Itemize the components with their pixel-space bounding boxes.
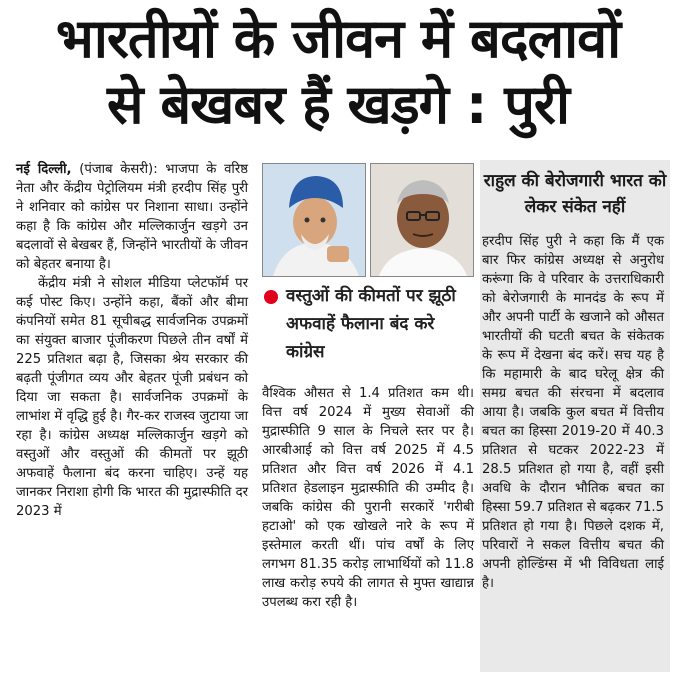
column-2-paragraph: वैश्विक औसत से 1.4 प्रतिशत कम थी। वित्त वर्ष 2024 में मुख्य सेवाओं की मुद्रास्फीति 9 साल के निचले स्तर पर है। आरबीआई को वित्त वर्ष 2025 में 4.5 प्रतिशत और वित्त वर्ष 2026 में 4.1 प्रतिशत हेडलाइन मुद्रास्फीति की उम्मीद है। जबकि कांग्रेस की पुरानी सरकारें 'गरीबी हटाओ' को एक खोखले नारे के रूप में इस्तेमाल करती थीं। पांच वर्षों के लिए लगभग 81.35 करोड़ लाभार्थियों को 11.8 लाख करोड़ रुपये की लागत से मुफ्त खाद्यान्न उपलब्ध करा रही है।	[262, 386, 474, 610]
portrait-kharge-icon	[371, 164, 474, 276]
sidebar-body	[482, 232, 664, 593]
photo-hardeep-puri	[262, 163, 366, 277]
article-column-2	[262, 384, 474, 612]
article-paragraph-1	[16, 160, 248, 274]
portrait-puri-icon	[263, 164, 366, 276]
headline-line-1: भारतीयों के जीवन में बदलावों	[55, 7, 621, 70]
red-bullet-icon	[264, 290, 278, 304]
pull-quote-text: वस्तुओं की कीमतों पर झूठी अफवाहें फैलाना बंद करे कांग्रेस	[286, 286, 456, 362]
news-source: (पंजाब केसरी):	[79, 162, 158, 177]
photo-mallikarjun-kharge	[370, 163, 474, 277]
article-column-1	[16, 160, 248, 521]
pull-quote	[262, 280, 474, 376]
photo-strip	[262, 163, 474, 275]
article-paragraph-2: केंद्रीय मंत्री ने सोशल मीडिया प्लेटफॉर्म पर कई पोस्ट किए। उन्होंने कहा, बैंकों और बीमा कंपनियों समेत 81 सूचीबद्ध सार्वजनिक उपक्रमों का संयुक्त बाजार पूंजीकरण पिछले तीन वर्षों में 225 प्रतिशत बढ़ा है, जिसका श्रेय सरकार की बढ़ती पूंजीगत व्यय और बेहतर पूंजी प्रबंधन को दिया जा सकता है। सार्वजनिक उपक्रमों के लाभांश में वृद्धि हुई है। गैर-कर राजस्व जुटाया जा रहा है। कांग्रेस अध्यक्ष मल्लिकार्जुन खड़गे को वस्तुओं और वस्तुओं की कीमतों पर झूठी अफवाहें फैलाना बंद करना चाहिए। उन्हें यह जानकर निराशा होगी कि भारत की मुद्रास्फीति दर 2023 में	[16, 276, 248, 519]
sidebar-title: राहुल की बेरोजगारी भारत को लेकर संकेत नहीं	[483, 171, 667, 217]
headline-line-2: से बेखबर हैं खड़गे : पुरी	[107, 73, 569, 136]
headline	[0, 0, 676, 150]
sidebar-paragraph: हरदीप सिंह पुरी ने कहा कि मैं एक बार फिर कांग्रेस अध्यक्ष से अनुरोध करूंगा कि वे परिवार के उत्तराधिकारी को बेरोजगारी के मानदंड के रूप में और अपनी पार्टी के खजाने को औसत भारतीयों की घटती बचत के संकेतक के रूप में देखना बंद करें। सच यह है कि महामारी के बाद घरेलू क्षेत्र की समग्र बचत की संरचना में बदलाव आया है। जबकि कुल बचत में वित्तीय बचत का हिस्सा 2019-20 में 40.3 प्रतिशत से घटकर 2022-23 में 28.5 प्रतिशत हो गया है, वहीं इसी अवधि के दौरान भौतिक बचत का हिस्सा 59.7 प्रतिशत से बढ़कर 71.5 प्रतिशत हो गया है। पिछले दशक में, परिवारों ने सकल वित्तीय बचत की अपनी होल्डिंग्स में भी विविधता लाई है।	[482, 234, 665, 591]
paragraph-1-text: भाजपा के वरिष्ठ नेता और केंद्रीय पेट्रोलियम मंत्री हरदीप सिंह पुरी ने शनिवार को कांग्रेस पर निशाना साधा। उन्होंने कहा है कि कांग्रेस और मल्लिकार्जुन खड़गे उन बदलावों से बेखबर हैं, जिन्होंने भारतीयों के जीवन को बेहतर बनाया है।	[16, 162, 248, 272]
dateline: नई दिल्ली,	[16, 162, 72, 177]
